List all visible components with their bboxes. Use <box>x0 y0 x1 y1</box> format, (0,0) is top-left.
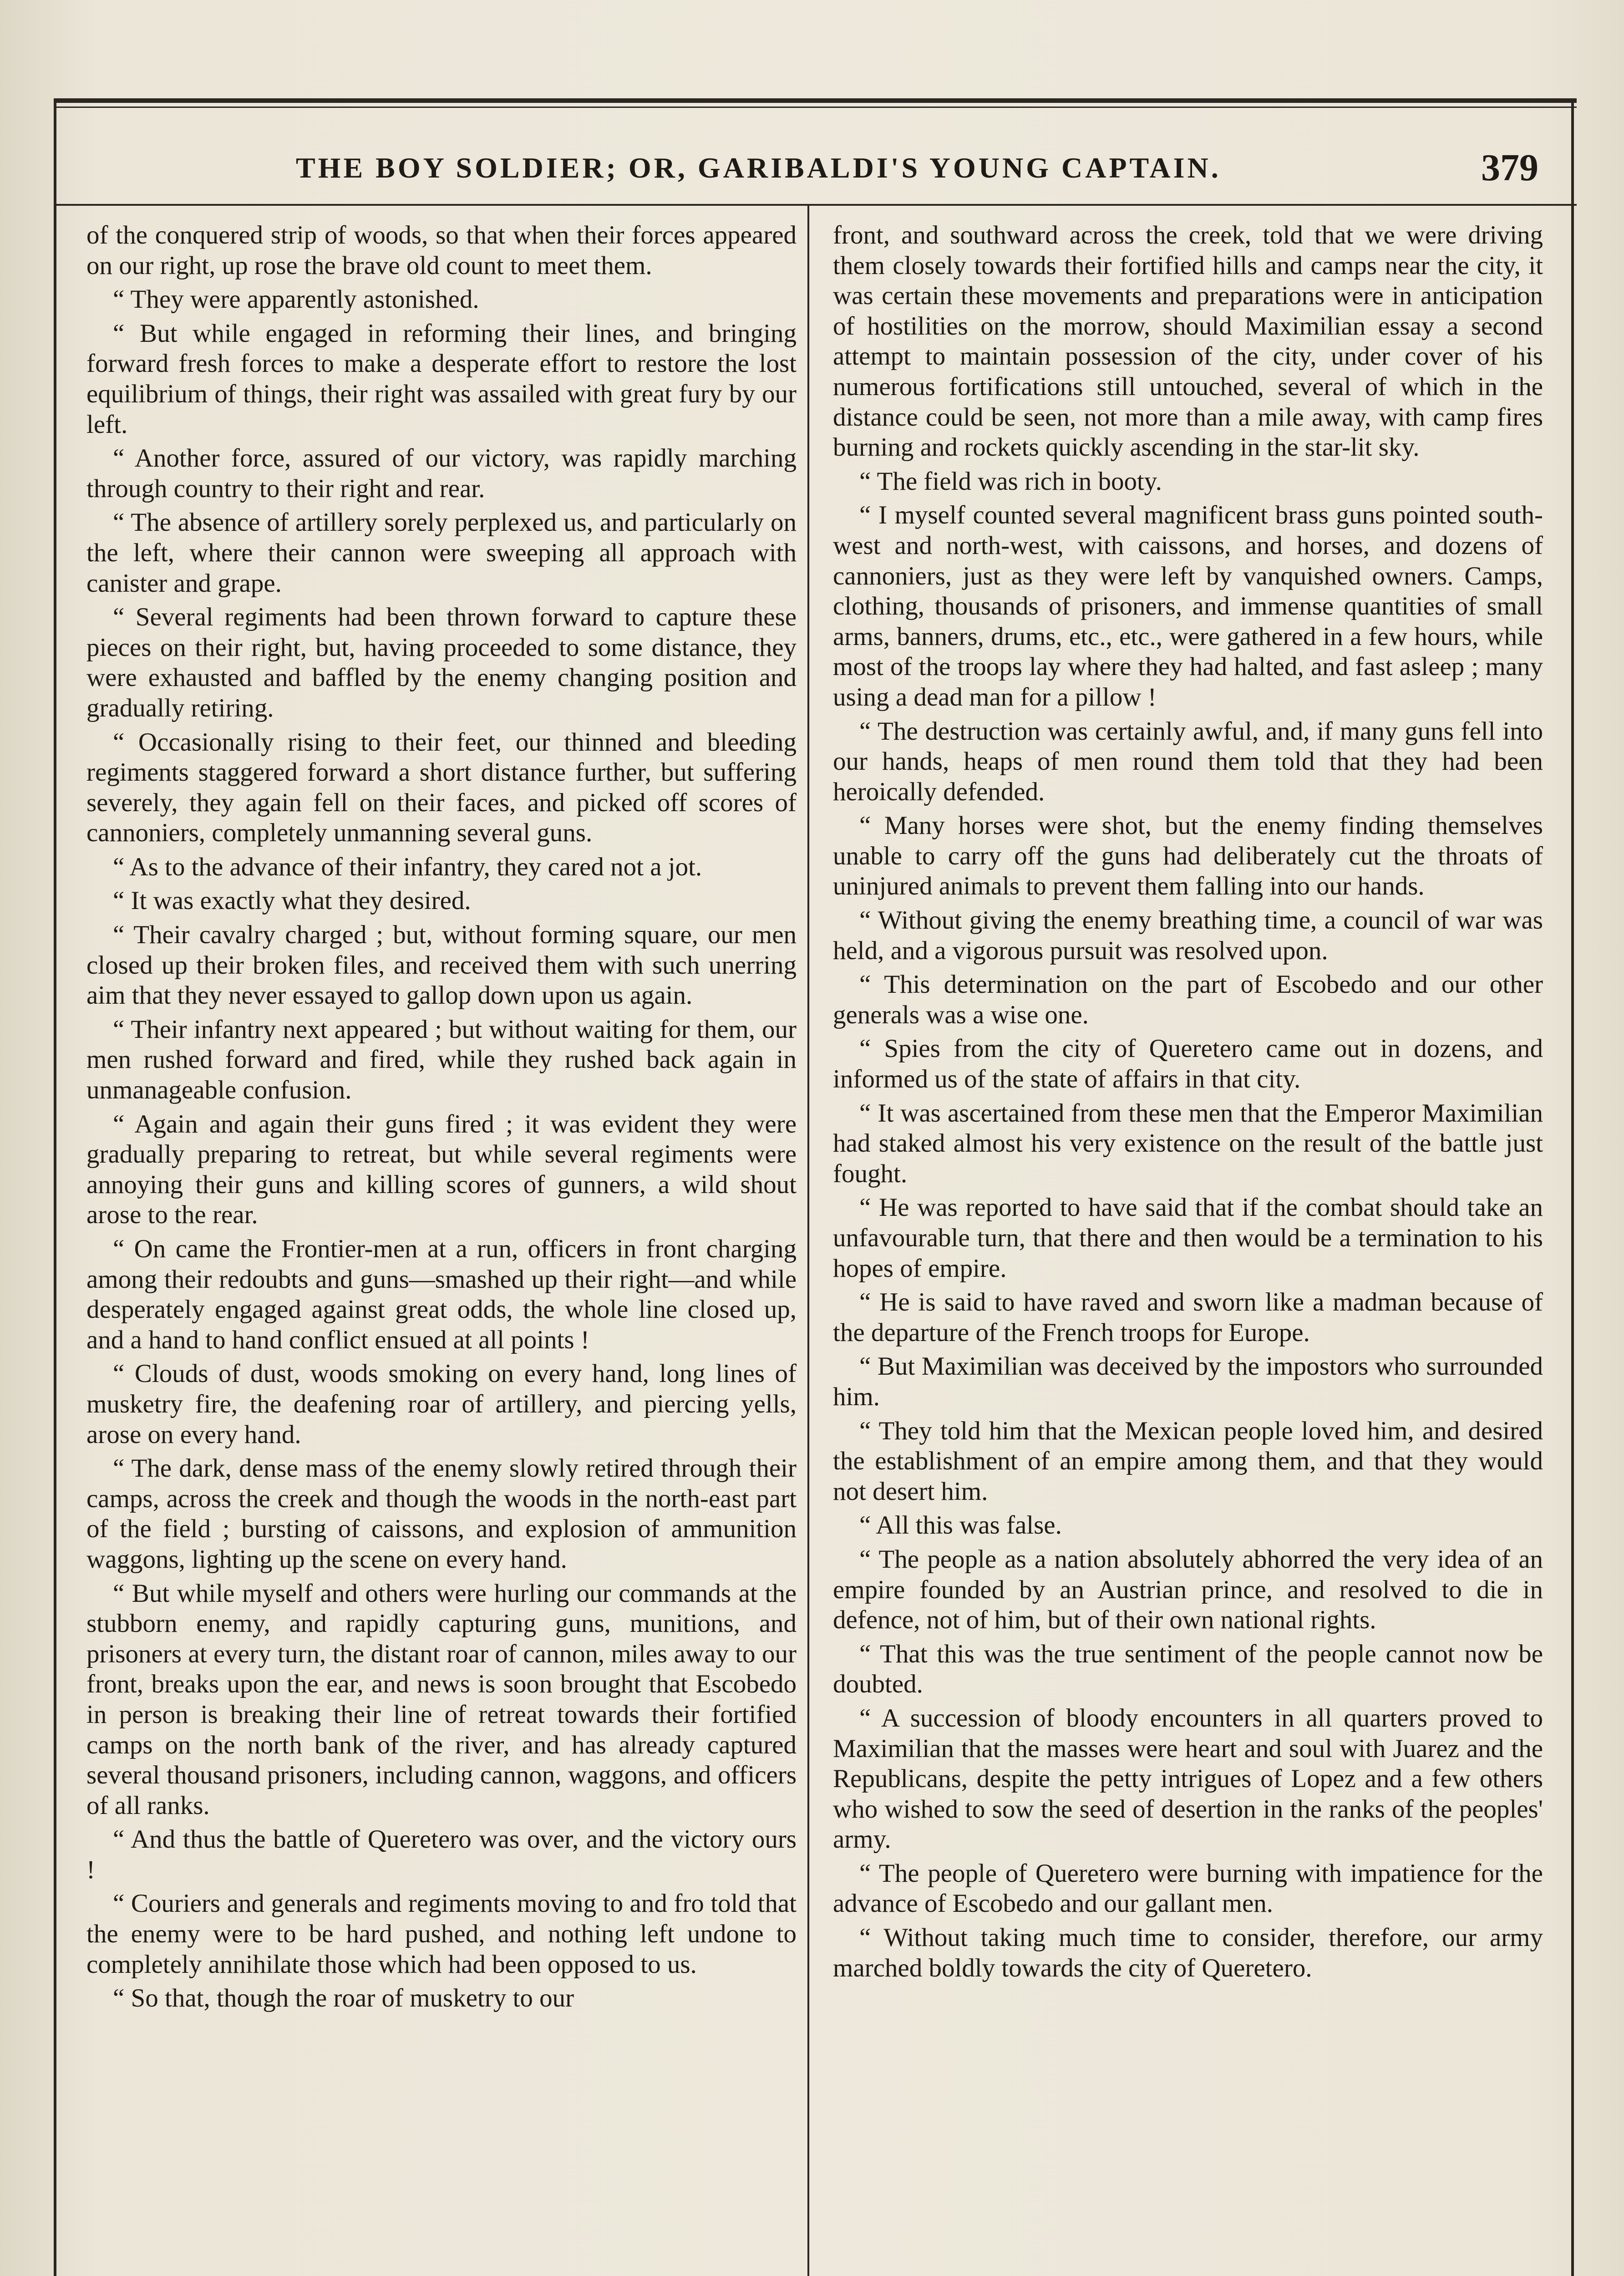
paragraph: “ A succession of bloody encounters in all quarters proved to Maximilian that the masses were heart and soul with Juarez and the Republicans, despite the petty intrigues of Lopez and a few others who wished to sow the seed of desertion in the ranks of the peoples' army. <box>833 1703 1543 1854</box>
right-column <box>833 220 1543 2276</box>
running-header <box>82 146 1538 200</box>
paragraph: “ As to the advance of their infantry, they cared not a jot. <box>113 852 702 881</box>
paragraph: “ They told him that the Mexican people loved him, and desired the establishment of an empire among them, and that they would not desert him. <box>833 1416 1543 1506</box>
paragraph: “ But while myself and others were hurling our commands at the stubborn enemy, and rapidly capturing guns, munitions, and prisoners at every turn, the distant roar of cannon, miles away to our front, breaks upon the ear, and news is soon brought that Escobedo in person is breaking their line of retreat towards their fortified camps on the north bank of the river, and has already captured several thousand prisoners, including cannon, waggons, and officers of all ranks. <box>86 1579 797 1820</box>
paragraph: “ Couriers and generals and regiments moving to and fro told that the enemy were to be hard pushed, and nothing left undone to completely annihilate those which had been opposed to us. <box>86 1889 797 1979</box>
paragraph: “ The destruction was certainly awful, and, if many guns fell into our hands, heaps of men round them told that they had been heroically defended. <box>833 716 1543 806</box>
page-border-left <box>54 98 56 2276</box>
paragraph: “ Without giving the enemy breathing time, a council of war was held, and a vigorous pursuit was resolved upon. <box>833 906 1543 965</box>
paragraph: “ It was exactly what they desired. <box>113 886 471 915</box>
paragraph: “ Clouds of dust, woods smoking on every hand, long lines of musketry fire, the deafening roar of artillery, and piercing yells, arose on every hand. <box>86 1359 797 1449</box>
page-border-top <box>54 98 1577 103</box>
paragraph: “ It was ascertained from these men that the Emperor Maximilian had staked almost his very existence on the result of the battle just fought. <box>833 1098 1543 1188</box>
header-rule <box>54 204 1577 206</box>
paragraph: “ The people as a nation absolutely abhorred the very idea of an empire founded by an Austrian prince, and resolved to die in defence, not of him, but of their own national rights. <box>833 1544 1543 1635</box>
column-divider <box>807 206 809 2276</box>
paragraph: “ That this was the true sentiment of the people cannot now be doubted. <box>833 1639 1543 1699</box>
paragraph: “ The field was rich in booty. <box>859 467 1162 496</box>
paragraph: “ The people of Queretero were burning with impatience for the advance of Escobedo and our gallant men. <box>833 1859 1543 1918</box>
paragraph: “ Their cavalry charged ; but, without forming square, our men closed up their broken files, and received them with such unerring aim that they never essayed to gallop down upon us again. <box>86 920 797 1010</box>
page-number: 379 <box>1481 147 1538 189</box>
paragraph: “ Another force, assured of our victory, was rapidly marching through country to their right and rear. <box>86 444 797 503</box>
left-column <box>86 220 797 2276</box>
paragraph: “ So that, though the roar of musketry to our <box>113 1984 574 2013</box>
paragraph: “ But Maximilian was deceived by the impostors who surrounded him. <box>833 1352 1543 1411</box>
page-border-right <box>1571 98 1574 2276</box>
paragraph: “ I myself counted several magnificent brass guns pointed south-west and north-west, with caissons, and horses, and dozens of cannoniers, just as they were left by vanquished owners. Camps, clothing, thousands of prisoners, and immense quantities of small arms, banners, drums, etc., etc., were gathered in a few hours, while most of the troops lay where they had halted, and fast asleep ; many using a dead man for a pillow ! <box>833 501 1543 711</box>
paragraph: “ Several regiments had been thrown forward to capture these pieces on their right, but, having proceeded to some distance, they were exhausted and baffled by the enemy changing position and gradually retiring. <box>86 603 797 722</box>
paragraph: front, and southward across the creek, told that we were driving them closely towards their fortified hills and camps near the city, it was certain these movements and preparations were in anticipation of hostilities on the morrow, should Maximilian essay a second attempt to maintain possession of the city, under cover of his numerous fortifications still untouched, several of which in the distance could be seen, not more than a mile away, with camp fires burning and rockets quickly ascending in the star-lit sky. <box>833 221 1543 462</box>
paragraph: “ Spies from the city of Queretero came out in dozens, and informed us of the state of affairs in that city. <box>833 1034 1543 1094</box>
paragraph: “ Their infantry next appeared ; but without waiting for them, our men rushed forward and fired, while they rushed back again in unmanageable confusion. <box>86 1015 797 1105</box>
paragraph: “ Many horses were shot, but the enemy finding themselves unable to carry off the guns had deliberately cut the throats of uninjured animals to prevent them falling into our hands. <box>833 811 1543 901</box>
running-title: THE BOY SOLDIER; OR, GARIBALDI'S YOUNG CAPTAIN. <box>296 152 1221 184</box>
paragraph: “ On came the Frontier-men at a run, officers in front charging among their redoubts and guns—smashed up their right—and while desperately engaged against great odds, the whole line closed up, and a hand to hand conflict ensued at all points ! <box>86 1235 797 1354</box>
paragraph: “ Without taking much time to consider, therefore, our army marched boldly towards the city of Queretero. <box>833 1923 1543 1982</box>
paragraph: “ Again and again their guns fired ; it was evident they were gradually preparing to retreat, but while several regiments were annoying their guns and killing scores of gunners, a wild shout arose to the rear. <box>86 1109 797 1229</box>
paragraph: “ But while engaged in reforming their lines, and bringing forward fresh forces to make a desperate effort to restore the lost equilibrium of things, their right was assailed with great fury by our left. <box>86 319 797 439</box>
paragraph: “ This determination on the part of Escobedo and our other generals was a wise one. <box>833 970 1543 1029</box>
paragraph: “ He is said to have raved and sworn like a madman because of the departure of the French troops for Europe. <box>833 1288 1543 1347</box>
page-border-top-inner <box>54 107 1577 108</box>
paragraph: “ The absence of artillery sorely perplexed us, and particularly on the left, where their cannon were sweeping all approach with canister and grape. <box>86 508 797 598</box>
paragraph: “ The dark, dense mass of the enemy slowly retired through their camps, across the creek and though the woods in the north-east part of the field ; bursting of caissons, and explosion of ammunition waggons, lighting up the scene on every hand. <box>86 1454 797 1574</box>
paragraph: of the conquered strip of woods, so that when their forces appeared on our right, up rose the brave old count to meet them. <box>86 221 797 280</box>
paragraph: “ He was reported to have said that if the combat should take an unfavourable turn, that there and then would be a termination to his hopes of empire. <box>833 1193 1543 1283</box>
paragraph: “ Occasionally rising to their feet, our thinned and bleeding regiments staggered forward a short distance further, but suffering severely, they again fell on their faces, and picked off scores of cannoniers, completely unmanning several guns. <box>86 727 797 848</box>
paragraph: “ And thus the battle of Queretero was over, and the victory ours ! <box>86 1825 797 1884</box>
paragraph: “ They were apparently astonished. <box>113 285 479 314</box>
paragraph: “ All this was false. <box>859 1511 1062 1540</box>
